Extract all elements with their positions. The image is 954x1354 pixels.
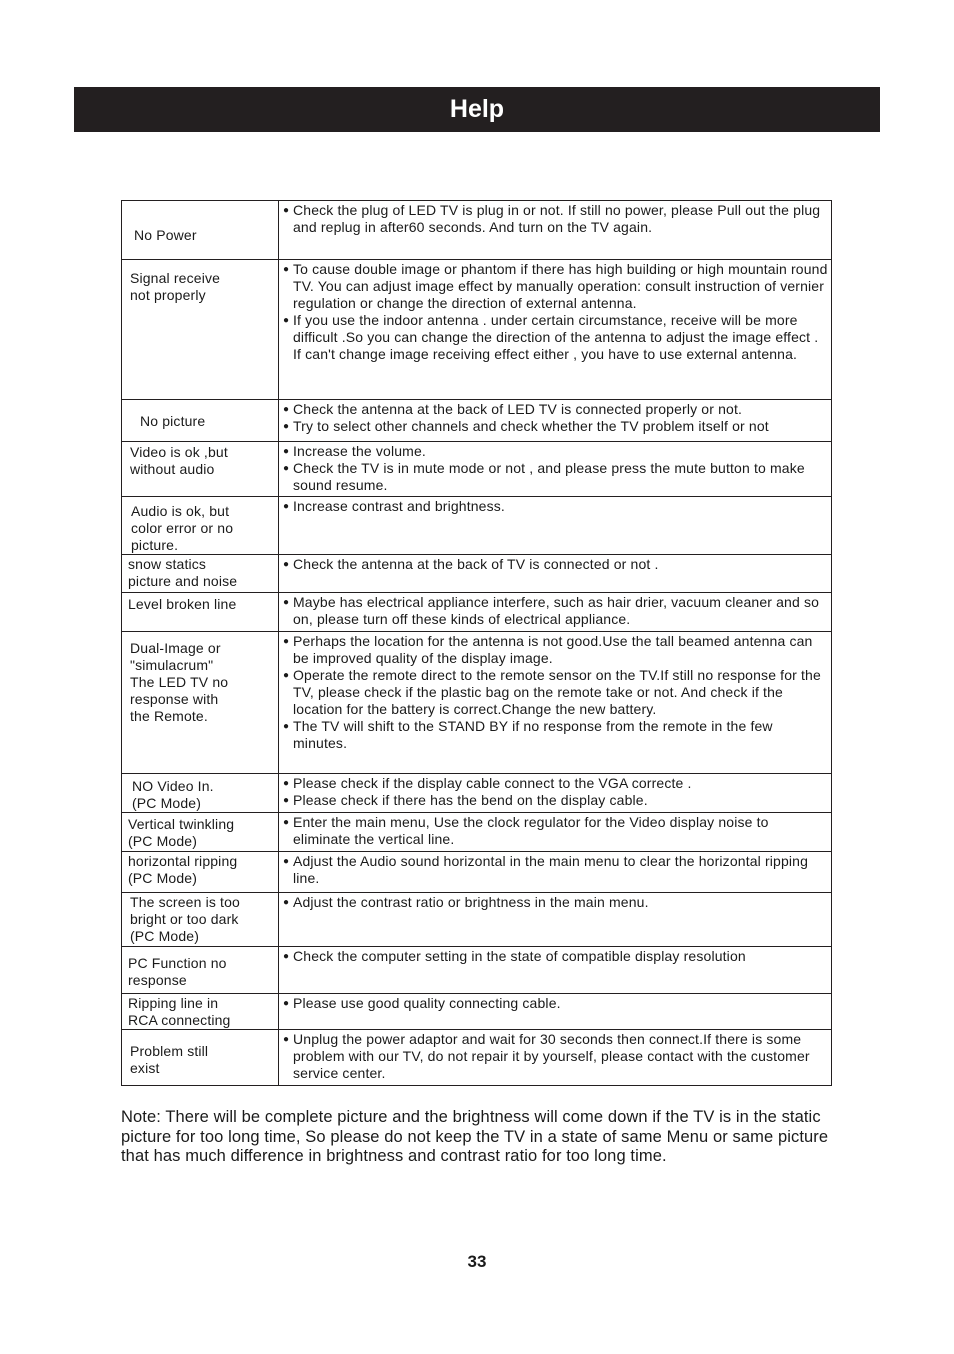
solution-text: Unplug the power adaptor and wait for 30 seconds then connect.If there is some problem with our TV, do not repair it by yourself, please contact with the customer service center. [293,1031,810,1081]
problem-label: Problem still exist [130,1043,209,1076]
solution-cell [279,497,832,555]
solution-item [283,401,829,418]
table-row [122,1030,832,1086]
bullet-icon: ● [283,998,290,1009]
problem-label: Level broken line [128,596,237,612]
solution-item [283,418,829,435]
solution-text: Please check if there has the bend on the display cable. [293,792,648,808]
solution-cell [279,260,832,400]
problem-cell [122,442,279,497]
solution-text: The TV will shift to the STAND BY if no response from the remote in the few minutes. [293,718,773,751]
problem-label: snow statics picture and noise [128,556,238,589]
solution-cell [279,442,832,497]
problem-label: No picture [140,413,206,429]
solution-item [283,667,829,718]
bullet-icon: ● [283,264,290,275]
troubleshooting-table [121,200,832,1086]
solution-text: Please use good quality connecting cable. [293,995,561,1011]
solution-cell [279,852,832,893]
header-bar [74,87,880,132]
solution-item [283,995,829,1012]
solution-cell [279,400,832,442]
table-row [122,774,832,813]
solution-cell [279,947,832,994]
solution-text: Check the plug of LED TV is plug in or not. If still no power, please Pull out the plug and replug in after60 seconds. And turn on the TV again. [293,202,821,235]
table-row [122,852,832,893]
bullet-icon: ● [283,856,290,867]
solution-text: Try to select other channels and check whether the TV problem itself or not [293,418,769,434]
table-row [122,994,832,1030]
bullet-icon: ● [283,559,290,570]
solution-item [283,261,829,312]
solution-text: Adjust the Audio sound horizontal in the main menu to clear the horizontal ripping line. [293,853,809,886]
solution-cell [279,994,832,1030]
solution-item [283,814,829,848]
solution-cell [279,813,832,852]
solution-item [283,853,829,887]
problem-cell [122,400,279,442]
solution-text: Check the antenna at the back of TV is connected or not . [293,556,659,572]
problem-cell [122,813,279,852]
solution-item [283,460,829,494]
solution-item [283,894,829,911]
solution-item [283,775,829,792]
solution-text: Increase contrast and brightness. [293,498,505,514]
solution-item [283,948,829,965]
solution-cell [279,201,832,260]
bullet-icon: ● [283,404,290,415]
solution-text: Operate the remote direct to the remote sensor on the TV.If still no response for the TV, please check if the plastic bag on the remote take or not. And check if the location for the battery is correct.Change the new battery. [293,667,821,717]
problem-label: Ripping line in RCA connecting [128,995,231,1028]
solution-text: Please check if the display cable connect to the VGA correcte . [293,775,692,791]
bullet-icon: ● [283,463,290,474]
bullet-icon: ● [283,501,290,512]
problem-cell [122,593,279,632]
table-row [122,893,832,947]
problem-cell [122,555,279,593]
solution-text: Increase the volume. [293,443,426,459]
solution-text: If you use the indoor antenna . under certain circumstance, receive will be more difficult .So you can change the direction of the antenna to adjust the image effect . If can't change image receiving effect either , you have to use external antenna. [293,312,819,362]
table-row [122,201,832,260]
bullet-icon: ● [283,670,290,681]
table-row [122,593,832,632]
solution-text: Maybe has electrical appliance interfere, such as hair drier, vacuum cleaner and so on, please turn off these kinds of electrical appliance. [293,594,820,627]
table-row [122,497,832,555]
note-paragraph: Note: There will be complete picture and the brightness will come down if the TV is in the static picture for too long time, So please do not keep the TV in a state of same Menu or same picture that has much difference in brightness and contrast ratio for too long time. [121,1108,829,1165]
solution-item [283,556,829,573]
solution-text: Enter the main menu, Use the clock regulator for the Video display noise to eliminate the vertical line. [293,814,769,847]
bullet-icon: ● [283,817,290,828]
table-row [122,813,832,852]
solution-cell [279,893,832,947]
solution-item [283,633,829,667]
table-row [122,260,832,400]
problem-label: Audio is ok, but color error or no picture. [131,503,234,553]
solution-text: Check the TV is in mute mode or not , and please press the mute button to make sound resume. [293,460,805,493]
bullet-icon: ● [283,778,290,789]
table-row [122,442,832,497]
bullet-icon: ● [283,315,290,326]
problem-cell [122,260,279,400]
problem-label: Signal receive not properly [130,270,221,303]
problem-label: Dual-Image or "simulacrum" The LED TV no response with the Remote. [130,640,229,724]
table-row [122,632,832,774]
problem-label: The screen is too bright or too dark (PC Mode) [130,894,240,944]
solution-item [283,312,829,363]
solution-cell [279,1030,832,1086]
problem-cell [122,893,279,947]
problem-cell [122,201,279,260]
bullet-icon: ● [283,1034,290,1045]
problem-label: horizontal ripping (PC Mode) [128,853,238,886]
problem-label: PC Function no response [128,955,227,988]
solution-item [283,718,829,752]
solution-cell [279,593,832,632]
bullet-icon: ● [283,636,290,647]
solution-text: Perhaps the location for the antenna is not good.Use the tall beamed antenna can be improved quality of the display image. [293,633,813,666]
bullet-icon: ● [283,795,290,806]
solution-text: To cause double image or phantom if there has high building or high mountain round TV. You can adjust image effect by manually operation: consult instruction of vernier regulation or change the direction of external antenna. [293,261,828,311]
page-number: 33 [467,1252,487,1271]
problem-cell [122,1030,279,1086]
problem-cell [122,497,279,555]
problem-label: No Power [134,227,197,243]
bullet-icon: ● [283,597,290,608]
problem-cell [122,947,279,994]
table-row [122,555,832,593]
page-title: Help [449,95,505,123]
solution-item [283,498,829,515]
problem-label: NO Video In. (PC Mode) [132,778,214,811]
bullet-icon: ● [283,446,290,457]
solution-item [283,792,829,809]
table-row [122,400,832,442]
bullet-icon: ● [283,721,290,732]
solution-item [283,1031,829,1082]
table-row [122,947,832,994]
bullet-icon: ● [283,421,290,432]
problem-cell [122,852,279,893]
problem-cell [122,632,279,774]
problem-cell [122,994,279,1030]
solution-cell [279,632,832,774]
solution-cell [279,555,832,593]
solution-item [283,443,829,460]
solution-text: Check the computer setting in the state of compatible display resolution [293,948,746,964]
bullet-icon: ● [283,897,290,908]
solution-cell [279,774,832,813]
problem-label: Video is ok ,but without audio [130,444,228,477]
solution-text: Check the antenna at the back of LED TV is connected properly or not. [293,401,743,417]
problem-cell [122,774,279,813]
solution-item [283,202,829,236]
bullet-icon: ● [283,205,290,216]
problem-label: Vertical twinkling (PC Mode) [128,816,235,849]
bullet-icon: ● [283,951,290,962]
solution-item [283,594,829,628]
solution-text: Adjust the contrast ratio or brightness in the main menu. [293,894,649,910]
